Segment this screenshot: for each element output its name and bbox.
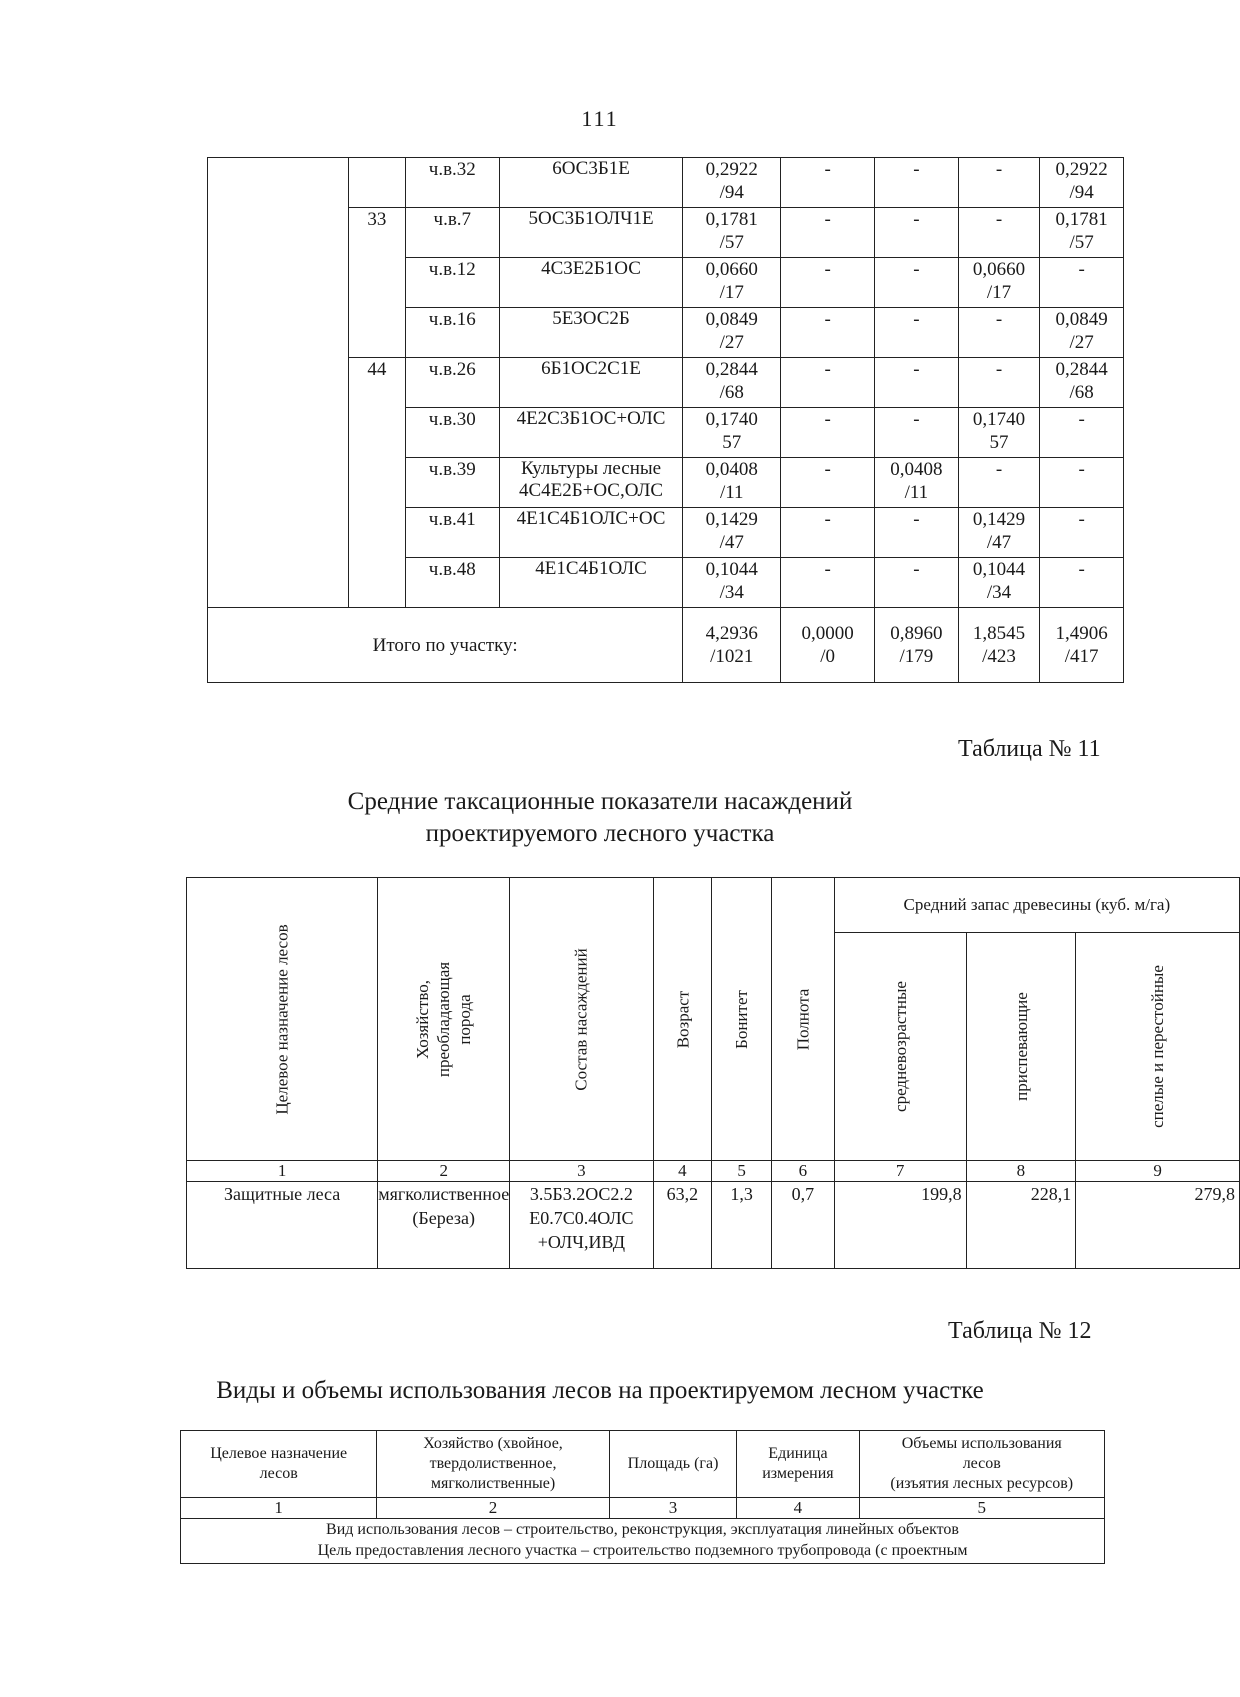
total-value: 0,0000 /0: [781, 608, 875, 683]
c1-cell: -: [781, 408, 875, 458]
c3-cell: 0,1740 57: [958, 408, 1040, 458]
data-cell: 199,8: [834, 1182, 966, 1269]
table-11-title-line1: Средние таксационные показатели насаждений: [347, 788, 853, 815]
c3-cell: 0,1429 /47: [958, 508, 1040, 558]
vyd-cell: ч.в.26: [405, 358, 499, 408]
header-middle-aged: [834, 933, 966, 1161]
c3-cell: -: [958, 358, 1040, 408]
total-cell: 0,0849 /27: [683, 308, 781, 358]
c1-cell: -: [781, 308, 875, 358]
c4-cell: 0,2844 /68: [1040, 358, 1124, 408]
header-density-text: Полнота: [793, 988, 813, 1050]
column-header: Площадь (га): [609, 1431, 737, 1498]
data-cell: 228,1: [966, 1182, 1076, 1269]
header-age-text: Возраст: [672, 990, 692, 1048]
column-number: 1: [181, 1498, 377, 1519]
column-number: 5: [712, 1161, 772, 1182]
total-cell: 0,0408 /11: [683, 458, 781, 508]
header-middle-aged-text: средневозрастные: [890, 981, 910, 1113]
c1-cell: -: [781, 558, 875, 608]
vyd-cell: ч.в.16: [405, 308, 499, 358]
total-value: 0,8960 /179: [875, 608, 959, 683]
forestry-cell: [208, 158, 349, 608]
column-number: 4: [737, 1498, 859, 1519]
c3-cell: -: [958, 458, 1040, 508]
column-number: 6: [772, 1161, 835, 1182]
comp-cell: 4Е1С4Б1ОЛС+ОС: [499, 508, 683, 558]
total-label: Итого по участку:: [208, 608, 683, 683]
data-cell: Защитные леса: [187, 1182, 378, 1269]
total-cell: 0,1044 /34: [683, 558, 781, 608]
header-economy-text: Хозяйство, преобладающая порода: [413, 961, 475, 1077]
c4-cell: -: [1040, 258, 1124, 308]
column-number: 2: [378, 1161, 510, 1182]
c2-cell: -: [875, 258, 959, 308]
c3-cell: 0,1044 /34: [958, 558, 1040, 608]
c1-cell: -: [781, 358, 875, 408]
header-bonitet: [712, 878, 772, 1161]
column-header: Целевое назначение лесов: [181, 1431, 377, 1498]
table-11-title: [0, 786, 1200, 850]
forest-use-table: [180, 1430, 1105, 1564]
header-composition-text: Состав насаждений: [571, 947, 591, 1091]
header-mature: [1076, 933, 1240, 1161]
total-row: [208, 608, 1124, 683]
header-volume-group: Средний запас древесины (куб. м/га): [834, 878, 1239, 933]
data-cell: 3.5Б3.2ОС2.2 Е0.7С0.4ОЛС +ОЛЧ,ИВД: [510, 1182, 653, 1269]
c2-cell: -: [875, 558, 959, 608]
column-number: 2: [377, 1498, 609, 1519]
column-header: Хозяйство (хвойное, твердолиственное, мягколиственные): [377, 1431, 609, 1498]
comp-cell: 6ОС3Б1Е: [499, 158, 683, 208]
column-number: 5: [859, 1498, 1104, 1519]
c4-cell: -: [1040, 558, 1124, 608]
total-cell: 0,1740 57: [683, 408, 781, 458]
vyd-cell: ч.в.30: [405, 408, 499, 458]
vyd-cell: ч.в.41: [405, 508, 499, 558]
purpose-line: Цель предоставления лесного участка – строительство подземного трубопровода (с проектным: [317, 1542, 968, 1559]
mean-indicators-table: [186, 877, 1240, 1269]
comp-cell: 4Е1С4Б1ОЛС: [499, 558, 683, 608]
header-purpose-text: Целевое назначение лесов: [272, 923, 292, 1115]
c1-cell: -: [781, 158, 875, 208]
data-cell: 1,3: [712, 1182, 772, 1269]
c2-cell: 0,0408 /11: [875, 458, 959, 508]
comp-cell: 6Б1ОС2С1Е: [499, 358, 683, 408]
c3-cell: -: [958, 308, 1040, 358]
data-cell: мягколиственное (Береза): [378, 1182, 510, 1269]
column-number: 3: [510, 1161, 653, 1182]
total-cell: 0,2922 /94: [683, 158, 781, 208]
comp-cell: Культуры лесные 4С4Е2Б+ОС,ОЛС: [499, 458, 683, 508]
column-number: 7: [834, 1161, 966, 1182]
table-11-title-line2: проектируемого лесного участка: [425, 820, 775, 847]
forest-use-description: [181, 1519, 1105, 1564]
c2-cell: -: [875, 358, 959, 408]
column-number: 8: [966, 1161, 1076, 1182]
header-purpose: [187, 878, 378, 1161]
vyd-cell: ч.в.48: [405, 558, 499, 608]
table-row: [208, 158, 1124, 208]
total-cell: 0,1781 /57: [683, 208, 781, 258]
c4-cell: 0,0849 /27: [1040, 308, 1124, 358]
c4-cell: 0,2922 /94: [1040, 158, 1124, 208]
header-economy: [378, 878, 510, 1161]
total-value: 1,4906 /417: [1040, 608, 1124, 683]
vyd-cell: ч.в.32: [405, 158, 499, 208]
c1-cell: -: [781, 258, 875, 308]
quarter-cell: [348, 158, 405, 208]
c3-cell: -: [958, 158, 1040, 208]
total-cell: 0,0660 /17: [683, 258, 781, 308]
column-number: 4: [653, 1161, 712, 1182]
quarter-cell: 44: [348, 358, 405, 608]
column-header: Объемы использования лесов (изъятия лесных ресурсов): [859, 1431, 1104, 1498]
header-bonitet-text: Бонитет: [732, 989, 752, 1049]
c2-cell: -: [875, 308, 959, 358]
page-number: 111: [581, 106, 619, 131]
total-cell: 0,1429 /47: [683, 508, 781, 558]
c3-cell: 0,0660 /17: [958, 258, 1040, 308]
c4-cell: -: [1040, 408, 1124, 458]
c4-cell: 0,1781 /57: [1040, 208, 1124, 258]
data-cell: 63,2: [653, 1182, 712, 1269]
data-cell: 279,8: [1076, 1182, 1240, 1269]
header-composition: [510, 878, 653, 1161]
c2-cell: -: [875, 508, 959, 558]
header-mature-text: спелые и перестойные: [1148, 965, 1168, 1128]
c3-cell: -: [958, 208, 1040, 258]
vyd-cell: ч.в.39: [405, 458, 499, 508]
vyd-cell: ч.в.7: [405, 208, 499, 258]
column-number: 1: [187, 1161, 378, 1182]
forest-plots-table: [207, 157, 1124, 683]
comp-cell: 4Е2С3Б1ОС+ОЛС: [499, 408, 683, 458]
table-11-caption: Таблица № 11: [958, 736, 1101, 762]
c2-cell: -: [875, 208, 959, 258]
c1-cell: -: [781, 458, 875, 508]
vyd-cell: ч.в.12: [405, 258, 499, 308]
column-number: 9: [1076, 1161, 1240, 1182]
header-age: [653, 878, 712, 1161]
column-number: 3: [609, 1498, 737, 1519]
use-type-line: Вид использования лесов – строительство, реконструкция, эксплуатация линейных объектов: [326, 1521, 959, 1538]
c4-cell: -: [1040, 508, 1124, 558]
table-12-title: Виды и объемы использования лесов на проектируемом лесном участке: [216, 1377, 984, 1404]
total-value: 1,8545 /423: [958, 608, 1040, 683]
quarter-cell: 33: [348, 208, 405, 358]
c1-cell: -: [781, 208, 875, 258]
comp-cell: 4С3Е2Б1ОС: [499, 258, 683, 308]
c2-cell: -: [875, 408, 959, 458]
header-density: [772, 878, 835, 1161]
c1-cell: -: [781, 508, 875, 558]
total-value: 4,2936 /1021: [683, 608, 781, 683]
table-12-caption: Таблица № 12: [948, 1318, 1092, 1344]
comp-cell: 5ОС3Б1ОЛЧ1Е: [499, 208, 683, 258]
column-header: Единица измерения: [737, 1431, 859, 1498]
header-ripening: [966, 933, 1076, 1161]
data-cell: 0,7: [772, 1182, 835, 1269]
comp-cell: 5Е3ОС2Б: [499, 308, 683, 358]
header-ripening-text: приспевающие: [1011, 992, 1031, 1101]
c4-cell: -: [1040, 458, 1124, 508]
c2-cell: -: [875, 158, 959, 208]
total-cell: 0,2844 /68: [683, 358, 781, 408]
